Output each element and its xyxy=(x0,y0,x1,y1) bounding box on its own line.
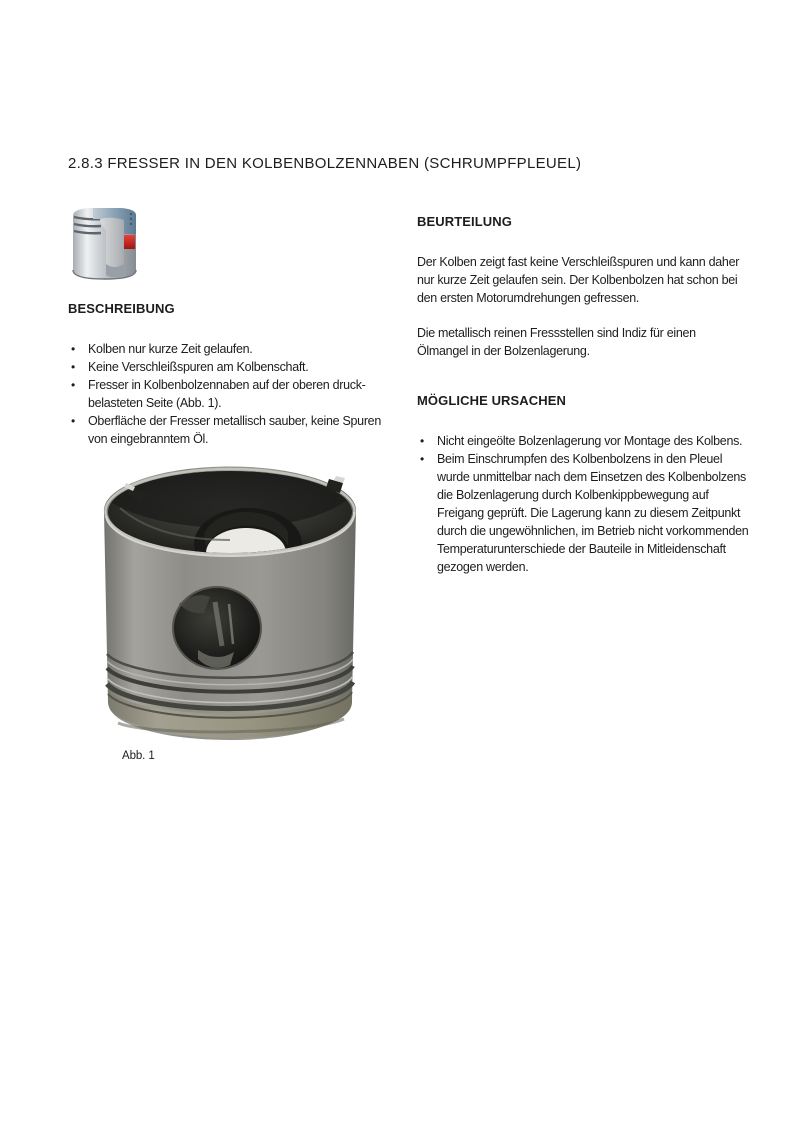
worn-piston-photo xyxy=(48,452,388,752)
list-item-text: Kolben nur kurze Zeit gelaufen. xyxy=(88,342,253,356)
bullet-dot: • xyxy=(71,342,75,356)
beschreibung-heading: BESCHREIBUNG xyxy=(68,301,175,316)
list-item-text: Nicht eingeölte Bolzenlagerung vor Montage des Kolbens. xyxy=(437,434,743,448)
figure-caption: Abb. 1 xyxy=(122,750,155,762)
beurteilung-heading: BEURTEILUNG xyxy=(417,214,512,229)
list-item xyxy=(68,358,398,376)
list-item-text: Keine Verschleißspuren am Kolbenschaft. xyxy=(88,360,309,374)
list-item xyxy=(68,376,398,412)
bullet-dot: • xyxy=(420,452,424,466)
list-item xyxy=(417,432,749,450)
bullet-dot: • xyxy=(71,414,75,428)
piston-cutaway-thumbnail xyxy=(66,199,143,287)
section-title: 2.8.3 FRESSER IN DEN KOLBENBOLZENNABEN (SCHRUMPFPLEUEL) xyxy=(68,155,582,172)
bullet-dot: • xyxy=(420,434,424,448)
beschreibung-section xyxy=(68,300,398,448)
list-item-text: Oberfläche der Fresser metallisch sauber, keine Spuren von eingebranntem Öl. xyxy=(88,414,381,446)
piston-photo-figure xyxy=(48,452,388,752)
bullet-dot: • xyxy=(71,360,75,374)
bullet-dot: • xyxy=(71,378,75,392)
ursachen-list xyxy=(417,432,749,576)
beurteilung-paragraph: Der Kolben zeigt fast keine Verschleißspuren und kann daher nur kurze Zeit gelaufen sein. Der Kolbenbolzen hat schon bei den ersten Motorumdrehungen gefressen. xyxy=(417,255,740,305)
piston-cutaway-icon xyxy=(66,199,143,287)
list-item-text: Fresser in Kolbenbolzennaben auf der oberen druck-belasteten Seite (Abb. 1). xyxy=(88,378,366,410)
list-item xyxy=(68,340,398,358)
beschreibung-list xyxy=(68,340,398,448)
ursachen-heading: MÖGLICHE URSACHEN xyxy=(417,393,567,408)
list-item xyxy=(68,412,398,448)
list-item-text: Beim Einschrumpfen des Kolbenbolzens in den Pleuel wurde unmittelbar nach dem Einsetzen des Kolbenbolzens die Bolzenlagerung durch Kolbenkippbewegung auf Freigang geprüft. Die Lagerung kann zu diesem Zeitpunkt durch die ungewöhnlichen, im Betrieb nicht vorkommenden Temperaturunterschiede der Bauteile in Mitleidenschaft gezogen werden. xyxy=(437,452,749,574)
beurteilung-paragraph: Die metallisch reinen Fressstellen sind Indiz für einen Ölmangel in der Bolzenlagerung. xyxy=(417,326,696,358)
list-item xyxy=(417,450,749,576)
assessment-section xyxy=(417,213,749,576)
